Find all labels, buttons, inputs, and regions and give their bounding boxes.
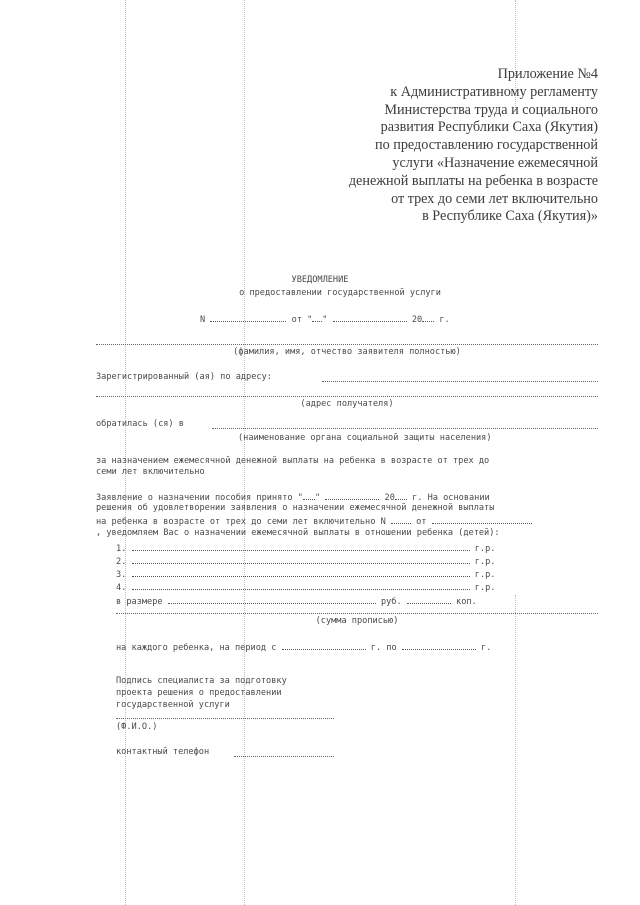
child-field[interactable] bbox=[132, 568, 470, 577]
period-year-label: г. bbox=[481, 643, 492, 653]
decision-year-field[interactable] bbox=[395, 491, 407, 500]
period-row bbox=[116, 641, 491, 654]
period-to-label: г. по bbox=[370, 643, 397, 653]
decision-date-field[interactable] bbox=[432, 515, 532, 524]
appendix-line: Приложение №4 bbox=[497, 66, 598, 82]
decision-line-4: , уведомляем Вас о назначении ежемесячной выплаты в отношении ребенка (детей): bbox=[96, 528, 500, 538]
fio-caption: (Ф.И.О.) bbox=[116, 722, 158, 732]
decision-line-2: решения об удовлетворении заявления о назначении ежемесячной денежной выплаты bbox=[96, 503, 495, 513]
notice-number-line bbox=[200, 313, 450, 326]
applicant-caption: (фамилия, имя, отчество заявителя полностью) bbox=[233, 347, 461, 357]
year-suffix: г. bbox=[439, 315, 450, 325]
amount-kop: коп. bbox=[456, 597, 477, 607]
organ-caption: (наименование органа социальной защиты населения) bbox=[238, 433, 492, 443]
notice-title: УВЕДОМЛЕНИЕ bbox=[291, 275, 349, 285]
number-field[interactable] bbox=[210, 313, 286, 322]
decision-number-field[interactable] bbox=[391, 515, 411, 524]
child-row bbox=[116, 555, 495, 568]
decision-text: на ребенка в возрасте от трех до семи лет включительно N bbox=[96, 517, 386, 527]
number-label: N bbox=[200, 315, 206, 325]
child-field[interactable] bbox=[132, 542, 470, 551]
decision-text: г. На основании bbox=[412, 493, 490, 503]
year-field[interactable] bbox=[422, 313, 434, 322]
child-number: 2. bbox=[116, 557, 127, 567]
amount-label: в размере bbox=[116, 597, 163, 607]
margin-guide-left bbox=[125, 0, 126, 905]
child-row bbox=[116, 568, 495, 581]
appendix-line: по предоставлению государственной bbox=[375, 137, 598, 154]
registered-label: Зарегистрированный (ая) по адресу: bbox=[96, 372, 272, 382]
child-row bbox=[116, 542, 495, 555]
decision-year-prefix: 20 bbox=[384, 493, 395, 503]
child-number: 3. bbox=[116, 570, 127, 580]
purpose-line-1: за назначением ежемесячной денежной выплаты на ребенка в возрасте от трех до bbox=[96, 456, 490, 466]
year-prefix: 20 bbox=[411, 315, 423, 325]
address-caption: (адрес получателя) bbox=[300, 399, 394, 409]
decision-month-field[interactable] bbox=[325, 491, 379, 500]
applied-label: обратилась (ся) в bbox=[96, 419, 184, 429]
decision-text: от bbox=[416, 517, 427, 527]
date-quote: " bbox=[322, 315, 328, 325]
decision-day-field[interactable] bbox=[303, 491, 315, 500]
child-suffix: г.р. bbox=[474, 570, 496, 580]
decision-quote: " bbox=[314, 493, 321, 503]
phone-line bbox=[234, 756, 334, 757]
child-suffix: г.р. bbox=[474, 557, 496, 567]
purpose-line-2: семи лет включительно bbox=[96, 467, 205, 477]
period-end-field[interactable] bbox=[402, 641, 476, 650]
notice-subtitle: о предоставлении государственной услуги bbox=[239, 288, 441, 298]
month-field[interactable] bbox=[333, 313, 407, 322]
child-row bbox=[116, 581, 495, 594]
decision-line-3 bbox=[96, 515, 532, 528]
amount-words-line bbox=[116, 613, 598, 614]
margin-guide-middle bbox=[244, 0, 245, 905]
signature-line-3: государственной услуги bbox=[116, 700, 230, 710]
period-label: на каждого ребенка, на период с bbox=[116, 643, 277, 653]
appendix-line: денежной выплаты на ребенка в возрасте bbox=[348, 172, 598, 189]
amount-kop-field[interactable] bbox=[407, 595, 451, 604]
child-suffix: г.р. bbox=[474, 544, 496, 554]
appendix-line: от трех до семи лет включительно bbox=[391, 190, 598, 207]
amount-rub: руб. bbox=[380, 597, 402, 607]
period-start-field[interactable] bbox=[282, 641, 366, 650]
amount-rub-field[interactable] bbox=[168, 595, 376, 604]
appendix-block bbox=[298, 66, 598, 226]
amount-caption: (сумма прописью) bbox=[315, 616, 399, 626]
signature-line-1: Подпись специалиста за подготовку bbox=[116, 676, 287, 686]
margin-guide-right-lower bbox=[515, 595, 516, 905]
appendix-line: услуги «Назначение ежемесячной bbox=[392, 154, 598, 171]
child-field[interactable] bbox=[132, 555, 470, 564]
child-field[interactable] bbox=[132, 581, 470, 590]
child-suffix: г.р. bbox=[474, 583, 496, 593]
decision-text: Заявление о назначении пособия принято " bbox=[96, 493, 303, 503]
appendix-line: Министерства труда и социального bbox=[384, 101, 598, 118]
child-number: 1. bbox=[116, 544, 127, 554]
address-line-2 bbox=[96, 396, 598, 397]
signature-line-2: проекта решения о предоставлении bbox=[116, 688, 282, 698]
applicant-name-line bbox=[96, 344, 598, 345]
organ-line bbox=[212, 428, 598, 429]
appendix-line: развития Республики Саха (Якутия) bbox=[380, 119, 598, 136]
signature-line bbox=[116, 718, 334, 719]
amount-row bbox=[116, 595, 477, 608]
phone-label: контактный телефон bbox=[116, 747, 210, 757]
date-from-label: от " bbox=[291, 315, 313, 325]
child-number: 4. bbox=[116, 583, 127, 593]
appendix-line: к Административному регламенту bbox=[390, 83, 598, 100]
appendix-line: в Республике Саха (Якутия)» bbox=[422, 208, 598, 225]
day-field[interactable] bbox=[312, 313, 322, 322]
address-line bbox=[322, 381, 598, 382]
